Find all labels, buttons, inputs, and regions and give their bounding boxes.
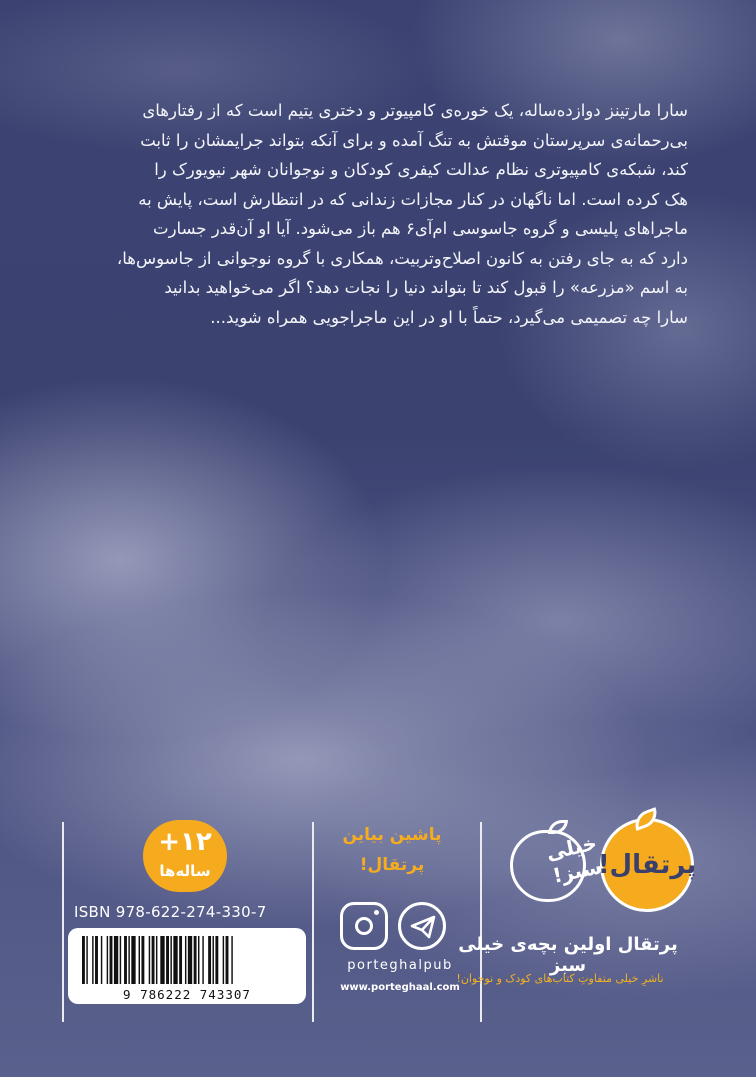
barcode-bar: [82, 936, 85, 984]
barcode-bar: [188, 936, 192, 984]
series-logo: [496, 820, 604, 910]
barcode-bar: [141, 936, 144, 984]
synopsis-line: دارد که به جای رفتن به کانون اصلاح‌وتربیت، همکاری با گروه نوجوانی از جاسوس‌ها،: [116, 248, 688, 268]
synopsis-line: کند، شبکه‌ی کامپیوتری نظام عدالت کیفری کودکان و نوجوانان شهر نیویورک را: [154, 160, 688, 179]
cta-line-2: پرتقال!: [359, 855, 425, 875]
barcode-bars: [78, 936, 296, 984]
age-badge: [143, 820, 227, 892]
paper-plane-icon: [410, 915, 436, 939]
barcode: [68, 928, 306, 1004]
leaf-icon: [548, 820, 568, 834]
barcode-digits: 9 786222 743307: [74, 987, 300, 1002]
barcode-bar: [194, 936, 197, 984]
social-handle[interactable]: porteghalpub: [347, 958, 453, 973]
barcode-bar: [149, 936, 150, 984]
barcode-bar: [170, 936, 171, 984]
barcode-bar: [101, 936, 102, 984]
barcode-bar: [198, 936, 199, 984]
synopsis-line: ماجراهای پلیسی و گروه جاسوسی ام‌آی۶ هم باز می‌شود. آیا او آن‌قدر جسارت: [153, 219, 688, 238]
social-call-to-action: [322, 820, 462, 880]
barcode-bar: [95, 936, 98, 984]
instagram-icon[interactable]: [340, 902, 388, 950]
divider: [62, 822, 64, 1022]
publisher-tagline: پرتقال اولین بچه‌ی خیلی سبز: [458, 934, 678, 976]
synopsis-line: سارا مارتینز دوازده‌ساله، یک خوره‌ی کامپیوتر و دختری یتیم است که از رفتارهای: [142, 101, 688, 120]
barcode-bar: [114, 936, 118, 984]
instagram-lens: [355, 917, 373, 935]
barcode-bar: [110, 936, 113, 984]
website-link[interactable]: www.porteghaal.com: [340, 982, 460, 993]
divider: [312, 822, 314, 1022]
barcode-bar: [124, 936, 127, 984]
cta-line-1: پاشین بیاین: [342, 825, 442, 845]
barcode-bar: [160, 936, 164, 984]
barcode-bar: [179, 936, 182, 984]
barcode-bar: [92, 936, 93, 984]
barcode-bar: [86, 936, 87, 984]
publisher-subtagline: ناشرِ خیلی متفاوتِ کتاب‌های کودک و نوجوان!: [456, 972, 664, 985]
barcode-bar: [128, 936, 129, 984]
isbn-label: ISBN 978-622-274-330-7: [74, 903, 267, 921]
barcode-bar: [223, 936, 224, 984]
barcode-bar: [120, 936, 121, 984]
barcode-bar: [166, 936, 169, 984]
barcode-bar: [107, 936, 108, 984]
synopsis-line: بی‌رحمانه‌ی سرپرستان موقتش به تنگ آمده و برای آنکه بتواند جرایمشان را ثابت: [140, 130, 688, 150]
barcode-bar: [152, 936, 155, 984]
barcode-bar: [173, 936, 177, 984]
barcode-bar: [208, 936, 211, 984]
series-logo-text: خیلی سبز!: [544, 830, 604, 888]
synopsis-line: سارا چه تصمیمی می‌گیرد، حتماً با او در این ماجراجویی همراه شوید...: [210, 307, 688, 327]
publisher-logo: [597, 818, 697, 912]
synopsis-line: به اسم «مزرعه» را قبول کند تا بتواند دنیا را نجات دهد؟ اگر می‌خواهید بدانید: [164, 278, 688, 297]
publisher-logo-text: پرتقال!: [597, 850, 697, 880]
instagram-dot: [374, 910, 379, 915]
barcode-bar: [202, 936, 203, 984]
age-number: +۱۲: [158, 827, 212, 857]
telegram-icon[interactable]: [398, 902, 446, 950]
barcode-bar: [226, 936, 229, 984]
barcode-bar: [215, 936, 218, 984]
leaf-icon: [631, 807, 661, 831]
barcode-bar: [139, 936, 140, 984]
barcode-bar: [156, 936, 157, 984]
synopsis-line: هک کرده است. اما ناگهان در کنار مجازات زندانی که در انتظارش است، پایش به: [138, 189, 688, 209]
barcode-bar: [213, 936, 214, 984]
barcode-bar: [131, 936, 135, 984]
age-label: ساله‌ها: [159, 862, 211, 880]
barcode-bar: [185, 936, 186, 984]
barcode-bar: [231, 936, 232, 984]
synopsis-text: [54, 96, 688, 332]
divider: [480, 822, 482, 1022]
